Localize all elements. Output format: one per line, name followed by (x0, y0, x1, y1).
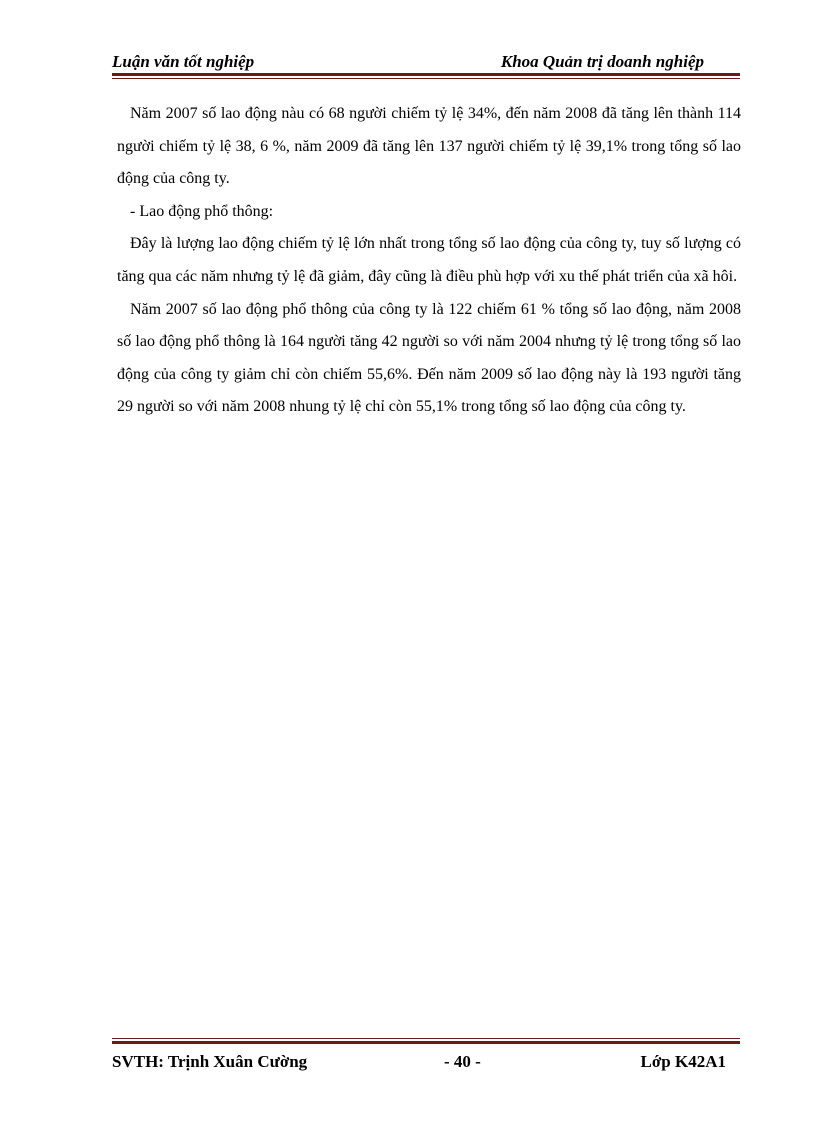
footer-rule-thin (112, 1038, 740, 1039)
paragraph-1: Năm 2007 số lao động nàu có 68 người chiếm tỷ lệ 34%, đến năm 2008 đã tăng lên thành 114 người chiếm tỷ lệ 38, 6 %, năm 2009 đã tăng lên 137 người chiếm tỷ lệ 39,1% trong tổng số lao động của công ty. (117, 105, 741, 188)
footer-class: Lớp K42A1 (640, 1052, 726, 1071)
body-text (117, 98, 741, 424)
header-rule-thick (112, 73, 740, 76)
page-header (112, 50, 740, 72)
footer-rule-thick (112, 1041, 740, 1044)
page-number: - 40 - (444, 1052, 481, 1071)
header-faculty-title: Khoa Quản trị doanh nghiệp (500, 52, 704, 71)
header-rule-thin (112, 78, 740, 79)
header-thesis-title: Luận văn tốt nghiệp (112, 52, 255, 71)
footer-student: SVTH: Trịnh Xuân Cường (112, 1052, 308, 1071)
paragraph-3: Năm 2007 số lao động phổ thông của công ty là 122 chiếm 61 % tổng số lao động, năm 2008 số lao động phổ thông là 164 người tăng 42 người so với năm 2004 nhưng tỷ lệ trong tổng số lao động của công ty giảm chỉ còn chiếm 55,6%. Đến năm 2009 số lao động này là 193 người tăng 29 người so với năm 2008 nhung tỷ lệ chỉ còn 55,1% trong tổng số lao động của công ty. (117, 300, 741, 416)
paragraph-2: Đây là lượng lao động chiếm tỷ lệ lớn nhất trong tổng số lao động của công ty, tuy số lượng có tăng qua các năm nhưng tỷ lệ đã giảm, đây cũng là điều phù hợp với xu thế phát triển của xã hôi. (117, 235, 741, 285)
page-footer (112, 1052, 740, 1076)
bullet-lao-dong-pho-thong: - Lao động phổ thông: (130, 202, 274, 220)
